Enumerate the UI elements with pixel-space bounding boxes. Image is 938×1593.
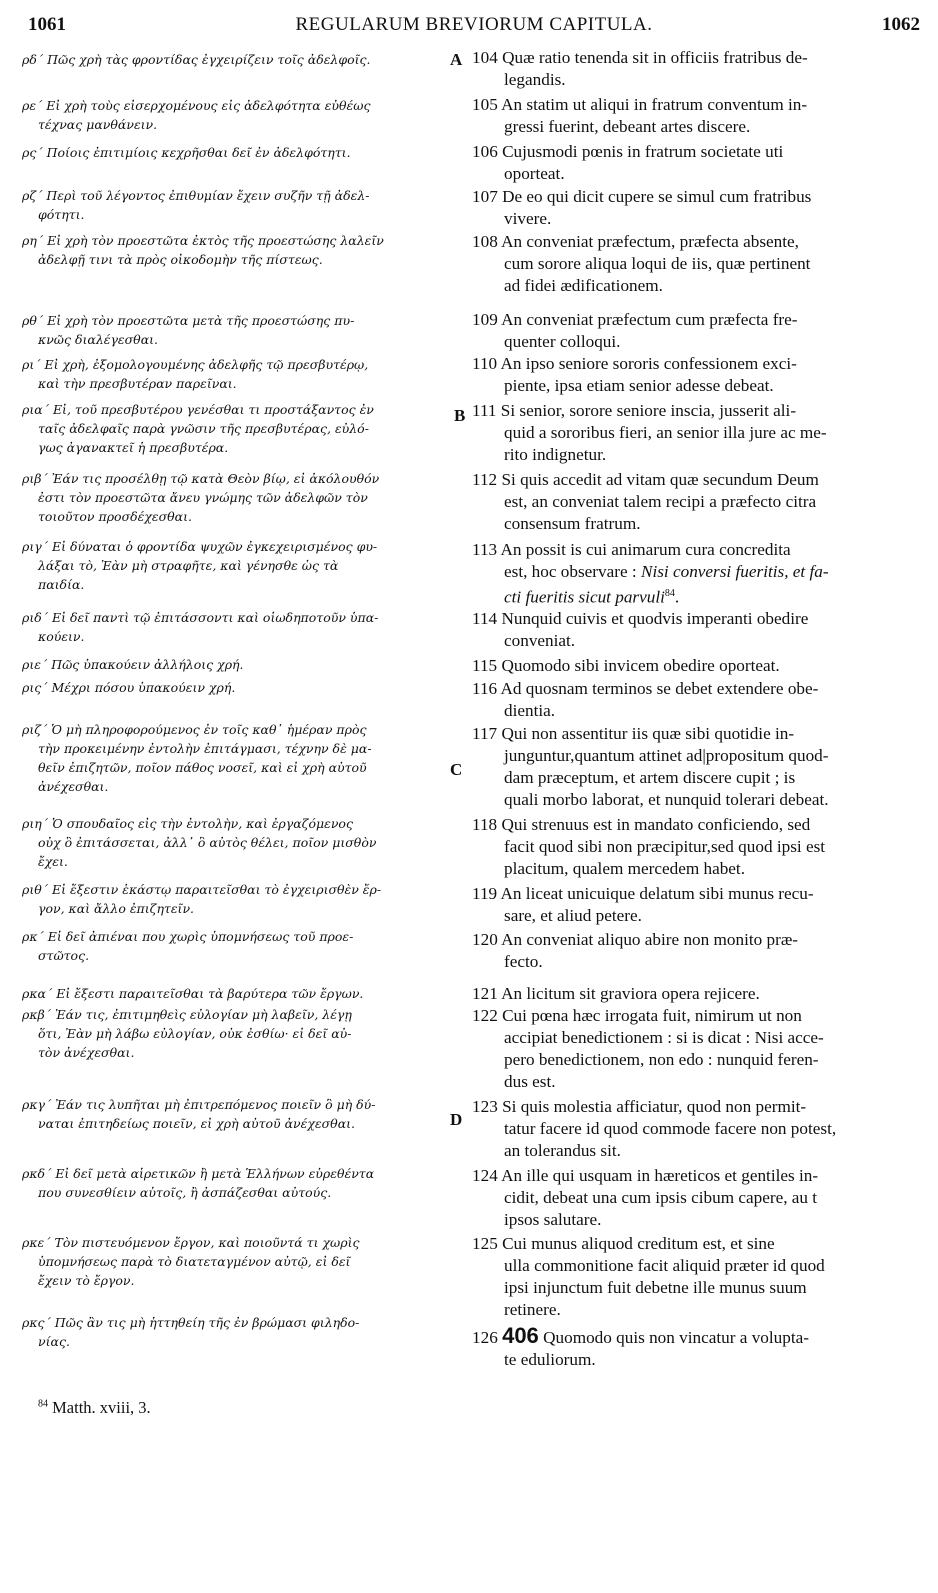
latin-entry-108: 108 An conveniat præfectum, præfecta absente, cum sorore aliqua loqui de iis, quæ pertinent ad fidei ædificationem. — [472, 232, 811, 295]
latin-entry-118: 118 Qui strenuus est in mandato conficiendo, sed facit quod sibi non præcipitur,sed quod ipsi est placitum, qualem mercedem habet. — [472, 815, 826, 878]
latin-entry-111: 111 Si senior, sorore seniore inscia, jusserit ali- quid a sororibus fieri, an senior illa jure ac me- rito indignetur. — [472, 401, 827, 464]
latin-entry-123: 123 Si quis molestia afficiatur, quod non permit- tatur facere id quod commode facere non potest, an tolerandus sit. — [472, 1097, 837, 1160]
greek-entry-126: ρκς´ Πῶς ἂν τις μὴ ἡττηθείη τῆς ἐν βρώμασι φιληδο- νίας. — [22, 1315, 360, 1349]
margin-marker-c: C — [450, 760, 463, 779]
margin-marker-b: B — [454, 406, 466, 425]
greek-entry-122: ρκβ´ Ἐάν τις, ἐπιτιμηθεὶς εὐλογίαν μὴ λαβεῖν, λέγῃ ὅτι, Ἐὰν μὴ λάβω εὐλογίαν, οὐκ ἐσθίω· εἰ δεῖ αὐ- τὸν ἀνέχεσθαι. — [22, 1007, 352, 1060]
greek-entry-106: ρς´ Ποίοις ἐπιτιμίοις κεχρῆσθαι δεῖ ἐν ἀδελφότητι. — [22, 145, 351, 160]
latin-entry-106: 106 Cujusmodi pœnis in fratrum societate uti oporteat. — [472, 142, 784, 183]
greek-entry-115: ριε´ Πῶς ὑπακούειν ἀλλήλοις χρή. — [22, 657, 244, 672]
latin-entry-114: 114 Nunquid cuivis et quodvis imperanti obedire conveniat. — [472, 609, 809, 650]
latin-entry-115: 115 Quomodo sibi invicem obedire oporteat. — [472, 656, 780, 675]
greek-entry-121: ρκα´ Εἰ ἔξεστι παραιτεῖσθαι τὰ βαρύτερα τῶν ἔργων. — [22, 986, 364, 1001]
greek-entry-110: ρι´ Εἰ χρὴ, ἐξομολογουμένης ἀδελφῆς τῷ πρεσβυτέρῳ, καὶ τὴν πρεσβυτέραν παρεῖναι. — [22, 357, 369, 391]
latin-entry-122: 122 Cui pœna hæc irrogata fuit, nimirum ut non accipiat benedictionem : si is dicat : Nisi acce- pero benedictionem, non edo : nunquid feren- dus est. — [472, 1006, 824, 1091]
greek-entry-107: ρζ´ Περὶ τοῦ λέγοντος ἐπιθυμίαν ἔχειν συζῆν τῇ ἀδελ- φότητι. — [22, 188, 370, 222]
page-number-left: 1061 — [28, 14, 66, 35]
greek-entry-104: ρδ´ Πῶς χρὴ τὰς φροντίδας ἐγχειρίζειν τοῖς ἀδελφοῖς. — [22, 52, 371, 67]
greek-entry-108: ρη´ Εἰ χρὴ τὸν προεστῶτα ἐκτὸς τῆς προεστώσης λαλεῖν ἀδελφῇ τινι τὰ πρὸς οἰκοδομὴν τῆς πίστεως. — [22, 233, 384, 267]
footnote: $^{84}$ Matth. xviii, 3. — [38, 1398, 151, 1417]
latin-entry-110: 110 An ipso seniore sororis confessionem exci- piente, ipsa etiam senior adesse debeat. — [472, 354, 797, 395]
latin-entry-120: 120 An conveniat aliquo abire non monito præ- fecto. — [472, 930, 799, 971]
page-number-right: 1062 — [882, 14, 920, 35]
latin-entry-116: 116 Ad quosnam terminos se debet extendere obe- dientia. — [472, 679, 819, 720]
greek-entry-105: ρε´ Εἰ χρὴ τοὺς εἰσερχομένους εἰς ἀδελφότητα εὐθέως τέχνας μανθάνειν. — [22, 98, 371, 132]
latin-entry-113: 113 An possit is cui animarum cura concredita est, hoc observare : Nisi conversi fueritis, et fa- cti fueritis sicut parvuli$^{84}$. — [472, 540, 829, 607]
greek-entry-125: ρκε´ Τὸν πιστευόμενον ἔργον, καὶ ποιοῦντά τι χωρὶς ὑπομνήσεως παρὰ τὸ διατεταγμένον αὐτῷ, εἰ δεῖ ἔχειν τὸ ἔργον. — [22, 1235, 360, 1288]
latin-entry-117: 117 Qui non assentitur iis quæ sibi quotidie in- junguntur,quantum attinet ad|propositum quod- dam præceptum, et artem discere cupit ; is quali morbo laborat, et nunquid tolerari debeat. — [472, 724, 829, 809]
latin-entry-112: 112 Si quis accedit ad vitam quæ secundum Deum est, an conveniat talem recipi a præfecto citra consensum fratrum. — [472, 470, 819, 533]
greek-entry-123: ρκγ´ Ἐάν τις λυπῆται μὴ ἐπιτρεπόμενος ποιεῖν ὃ μὴ δύ- ναται ἐπιτηδείως ποιεῖν, εἰ χρὴ αὐτοῦ ἀνέχεσθαι. — [22, 1097, 376, 1131]
greek-entry-114: ριδ´ Εἰ δεῖ παντὶ τῷ ἐπιτάσσοντι καὶ οἱωδηποτοῦν ὑπα- κούειν. — [22, 610, 379, 644]
latin-entry-107: 107 De eo qui dicit cupere se simul cum fratribus vivere. — [472, 187, 812, 228]
greek-entry-116: ρις´ Μέχρι πόσου ὑπακούειν χρή. — [22, 680, 236, 695]
latin-entry-105: 105 An statim ut aliqui in fratrum conventum in- gressi fuerint, debeant artes discere. — [472, 95, 808, 136]
latin-entry-104: 104 Quæ ratio tenenda sit in officiis fratribus de- legandis. — [472, 48, 808, 89]
running-title: REGULARUM BREVIORUM CAPITULA. — [295, 14, 653, 35]
greek-entry-113: ριγ´ Εἰ δύναται ὁ φροντίδα ψυχῶν ἐγκεχειρισμένος φυ- λάξαι τὸ, Ἐὰν μὴ στραφῆτε, καὶ γένησθε ὡς τὰ παιδία. — [22, 539, 378, 592]
greek-entry-117: ριζ´ Ὁ μὴ πληροφορούμενος ἐν τοῖς καθ᾽ ἡμέραν πρὸς τὴν προκειμένην ἐντολὴν ἐπιτάγμασι, τέχνην δὲ μα- θεῖν ἐπιζητῶν, ποῖον πάθος νοσεῖ, καὶ εἰ χρὴ αὐτοῦ ἀνέχεσθαι. — [22, 722, 372, 794]
latin-entry-119: 119 An liceat unicuique delatum sibi munus recu- sare, et aliud petere. — [472, 884, 814, 925]
page-header — [28, 14, 920, 38]
greek-entry-112: ριβ´ Ἐάν τις προσέλθῃ τῷ κατὰ Θεὸν βίῳ, εἰ ἀκόλουθόν ἐστι τὸν προεστῶτα ἄνευ γνώμης τῶν ἀδελφῶν τὸν τοιοῦτον προσδέχεσθαι. — [22, 471, 380, 524]
latin-entry-109: 109 An conveniat præfectum cum præfecta fre- quenter colloqui. — [472, 310, 798, 351]
column-number: 406 — [502, 1323, 539, 1348]
greek-entry-111: ρια´ Εἰ, τοῦ πρεσβυτέρου γενέσθαι τι προστάξαντος ἐν ταῖς ἀδελφαῖς παρὰ γνῶσιν τῆς πρεσβυτέρας, εὐλό- γως ἀγανακτεῖ ἡ πρεσβυτέρα. — [22, 402, 374, 455]
greek-entry-119: ριθ´ Εἰ ἔξεστιν ἑκάστῳ παραιτεῖσθαι τὸ ἐγχειρισθὲν ἔρ- γον, καὶ ἄλλο ἐπιζητεῖν. — [22, 882, 382, 916]
latin-entry-125: 125 Cui munus aliquod creditum est, et sine ulla commonitione facit aliquid præter id quod ipsi injunctum fuit debetne ille munus suum retinere. — [472, 1234, 825, 1319]
latin-entry-121: 121 An licitum sit graviora opera rejicere. — [472, 984, 760, 1003]
greek-entry-120: ρκ´ Εἰ δεῖ ἀπιέναι που χωρὶς ὑπομνήσεως τοῦ προε- στῶτος. — [22, 929, 354, 963]
margin-marker-a: A — [450, 50, 463, 69]
greek-entry-124: ρκδ´ Εἰ δεῖ μετὰ αἱρετικῶν ἢ μετὰ Ἑλλήνων εὑρεθέντα που συνεσθίειν αὐτοῖς, ἢ ἀσπάζεσθαι αὐτούς. — [22, 1166, 375, 1200]
greek-entry-109: ρθ´ Εἰ χρὴ τὸν προεστῶτα μετὰ τῆς προεστώσης πυ- κνῶς διαλέγεσθαι. — [22, 313, 355, 347]
latin-entry-126: 126 406 Quomodo quis non vincatur a volupta- te eduliorum. — [472, 1323, 809, 1369]
margin-marker-d: D — [450, 1110, 463, 1129]
greek-entry-118: ριη´ Ὁ σπουδαῖος εἰς τὴν ἐντολὴν, καὶ ἐργαζόμενος οὐχ ὃ ἐπιτάσσεται, ἀλλ᾽ ὃ αὐτὸς θέλει, ποῖον μισθὸν ἔχει. — [22, 816, 377, 869]
latin-entry-124: 124 An ille qui usquam in hæreticos et gentiles in- cidit, debeat una cum ipsis cibum capere, au t ipsos salutare. — [472, 1166, 819, 1229]
